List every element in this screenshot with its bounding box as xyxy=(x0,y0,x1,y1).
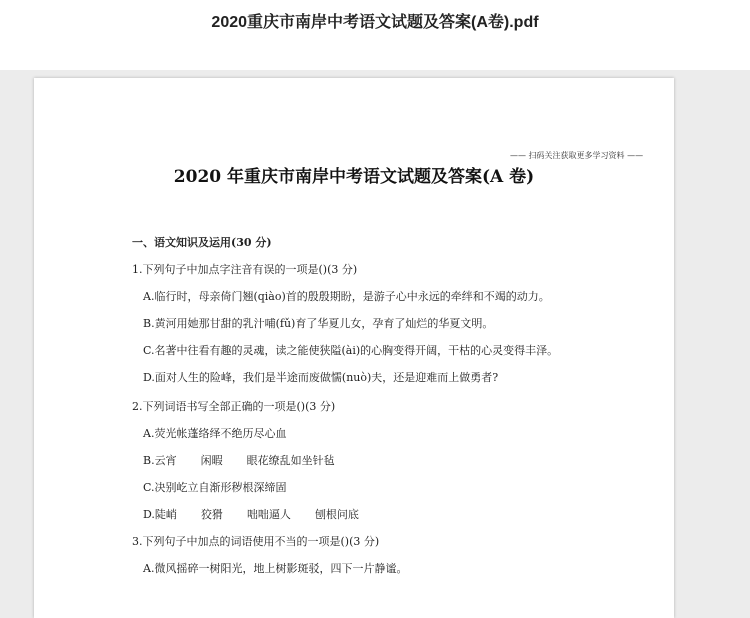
document-title: 2020 年重庆市南岸中考语文试题及答案(A 卷) xyxy=(173,167,535,187)
question-3-stem: 3.下列句子中加点的词语使用不当的一项是()(3 分) xyxy=(132,535,380,548)
question-2-option-a: A.荧光帐蓬络绎不绝历尽心血 xyxy=(143,427,287,440)
question-1-option-a: A.临行时，母亲倚门翘(qiào)首的殷殷期盼，是游子心中永远的牵绊和不竭的动力。 xyxy=(143,290,550,303)
question-1-option-b: B.黄河用她那甘甜的乳汁哺(fǔ)育了华夏儿女，孕育了灿烂的华夏文明。 xyxy=(143,317,494,330)
option-d-word: 咄咄逼人 xyxy=(246,508,291,521)
question-1-stem: 1.下列句子中加点字注音有误的一项是()(3 分) xyxy=(132,263,358,276)
option-d-word: D.陡峭 xyxy=(143,508,177,521)
question-1-option-d: D.面对人生的险峰，我们是半途而废做懦(nuò)夫，还是迎难而上做勇者? xyxy=(143,371,499,384)
question-2-stem: 2.下列词语书写全部正确的一项是()(3 分) xyxy=(132,400,336,413)
option-b-word: 闲暇 xyxy=(200,454,223,467)
viewer-toolbar xyxy=(0,0,750,70)
option-b-word: 眼花缭乱如坐针毡 xyxy=(246,454,335,467)
document-page xyxy=(34,78,674,618)
question-2-option-c: C.决别屹立自渐形秽根深缔固 xyxy=(143,481,287,494)
option-d-word: 狡猾 xyxy=(200,508,223,521)
question-1-option-c: C.名著中往看有趣的灵魂，读之能使狭隘(ài)的心胸变得开阔，干枯的心灵变得丰泽。 xyxy=(143,344,559,357)
option-b-word: B.云宵 xyxy=(143,454,177,467)
qr-note: —— 扫码关注获取更多学习资料 —— xyxy=(510,151,644,160)
file-title: 2020重庆市南岸中考语文试题及答案(A卷).pdf xyxy=(211,14,539,31)
question-3-option-a: A.微风摇碎一树阳光，地上树影斑驳，四下一片静谧。 xyxy=(143,562,408,575)
option-d-word: 刨根问底 xyxy=(314,508,359,521)
question-2-option-d xyxy=(143,506,383,522)
question-2-option-b xyxy=(143,452,359,468)
section-heading: 一、语文知识及运用(30 分) xyxy=(132,236,272,249)
